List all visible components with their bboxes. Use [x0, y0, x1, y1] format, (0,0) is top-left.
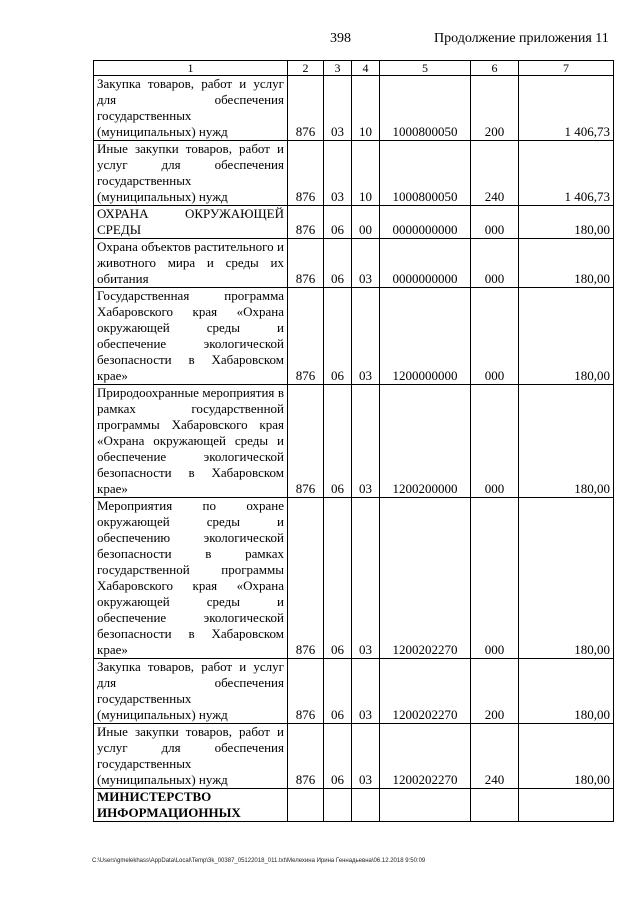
cell-col-2: 876: [288, 206, 324, 239]
row-name: МИНИСТЕРСТВО ИНФОРМАЦИОННЫХ: [94, 789, 288, 822]
cell-col-7: 180,00: [519, 659, 614, 724]
cell-col-5: 0000000000: [380, 206, 471, 239]
file-path-footer: C:\Users\gmelekhass\AppData\Local\Temp\3k_00387_05122018_011.txt\Мелехина Ирина Геннадьевна\06.12.2018 9:50:09: [92, 858, 426, 864]
cell-col-5: 1200000000: [380, 288, 471, 385]
column-number: 7: [519, 61, 614, 76]
table-row: [94, 385, 614, 498]
cell-col-7: 180,00: [519, 498, 614, 659]
table-row: [94, 789, 614, 822]
cell-col-2: 876: [288, 659, 324, 724]
row-name: Иные закупки товаров, работ и услуг для обеспечения государственных (муниципальных) нужд: [94, 724, 288, 789]
cell-col-4: 03: [352, 385, 380, 498]
table-row: [94, 141, 614, 206]
cell-col-4: 03: [352, 498, 380, 659]
cell-col-6: 240: [471, 141, 519, 206]
cell-col-4: 03: [352, 724, 380, 789]
cell-col-2: 876: [288, 724, 324, 789]
cell-col-3: 06: [324, 659, 352, 724]
table-header-row: [94, 61, 614, 76]
cell-col-4: 10: [352, 76, 380, 141]
cell-col-3: 06: [324, 385, 352, 498]
cell-col-3: 06: [324, 498, 352, 659]
cell-col-4: 03: [352, 239, 380, 288]
cell-col-2: 876: [288, 239, 324, 288]
cell-col-2: 876: [288, 141, 324, 206]
row-name: Природоохранные мероприятия в рамках государственной программы Хабаровского края «Охрана окружающей среды и обеспечение экологической безопасности в Хабаровском крае»: [94, 385, 288, 498]
table-row: [94, 206, 614, 239]
cell-col-2: [288, 789, 324, 822]
cell-col-7: 1 406,73: [519, 141, 614, 206]
budget-table: [93, 60, 614, 822]
cell-col-6: [471, 789, 519, 822]
cell-col-7: 180,00: [519, 239, 614, 288]
cell-col-6: 000: [471, 288, 519, 385]
column-number: 3: [324, 61, 352, 76]
row-name: Закупка товаров, работ и услуг для обеспечения государственных (муниципальных) нужд: [94, 659, 288, 724]
row-name: Государственная программа Хабаровского края «Охрана окружающей среды и обеспечение экологической безопасности в Хабаровском крае»: [94, 288, 288, 385]
table-row: [94, 239, 614, 288]
row-name: Мероприятия по охране окружающей среды и обеспечению экологической безопасности в рамках государственной программы Хабаровского края «Охрана окружающей среды и обеспечение экологической безопасности в Хабаровском крае»: [94, 498, 288, 659]
cell-col-5: 1200200000: [380, 385, 471, 498]
cell-col-4: 10: [352, 141, 380, 206]
cell-col-2: 876: [288, 498, 324, 659]
table-row: [94, 288, 614, 385]
cell-col-4: 03: [352, 659, 380, 724]
cell-col-3: 06: [324, 288, 352, 385]
cell-col-5: 1200202270: [380, 724, 471, 789]
column-number: 5: [380, 61, 471, 76]
cell-col-4: 03: [352, 288, 380, 385]
row-name: Охрана объектов растительного и животного мира и среды их обитания: [94, 239, 288, 288]
cell-col-7: 1 406,73: [519, 76, 614, 141]
column-number: 1: [94, 61, 288, 76]
cell-col-5: 1000800050: [380, 76, 471, 141]
cell-col-4: [352, 789, 380, 822]
cell-col-3: 03: [324, 76, 352, 141]
cell-col-3: 06: [324, 239, 352, 288]
cell-col-2: 876: [288, 76, 324, 141]
cell-col-5: 1200202270: [380, 498, 471, 659]
cell-col-5: [380, 789, 471, 822]
cell-col-6: 000: [471, 385, 519, 498]
cell-col-5: 1000800050: [380, 141, 471, 206]
page-number: 398: [330, 31, 351, 46]
column-number: 4: [352, 61, 380, 76]
appendix-continuation: Продолжение приложения 11: [434, 31, 609, 46]
cell-col-4: 00: [352, 206, 380, 239]
row-name: Иные закупки товаров, работ и услуг для обеспечения государственных (муниципальных) нужд: [94, 141, 288, 206]
table-row: [94, 659, 614, 724]
row-name: Закупка товаров, работ и услуг для обеспечения государственных (муниципальных) нужд: [94, 76, 288, 141]
cell-col-3: 06: [324, 206, 352, 239]
cell-col-7: [519, 789, 614, 822]
cell-col-6: 000: [471, 239, 519, 288]
column-number: 2: [288, 61, 324, 76]
cell-col-6: 000: [471, 206, 519, 239]
cell-col-3: 06: [324, 724, 352, 789]
cell-col-2: 876: [288, 288, 324, 385]
cell-col-6: 240: [471, 724, 519, 789]
cell-col-7: 180,00: [519, 288, 614, 385]
cell-col-2: 876: [288, 385, 324, 498]
row-name: ОХРАНА ОКРУЖАЮЩЕЙ СРЕДЫ: [94, 206, 288, 239]
column-number: 6: [471, 61, 519, 76]
cell-col-7: 180,00: [519, 206, 614, 239]
cell-col-6: 000: [471, 498, 519, 659]
cell-col-7: 180,00: [519, 385, 614, 498]
cell-col-5: 1200202270: [380, 659, 471, 724]
cell-col-3: [324, 789, 352, 822]
cell-col-5: 0000000000: [380, 239, 471, 288]
cell-col-3: 03: [324, 141, 352, 206]
table-row: [94, 498, 614, 659]
cell-col-6: 200: [471, 659, 519, 724]
table-row: [94, 724, 614, 789]
cell-col-7: 180,00: [519, 724, 614, 789]
cell-col-6: 200: [471, 76, 519, 141]
table-row: [94, 76, 614, 141]
